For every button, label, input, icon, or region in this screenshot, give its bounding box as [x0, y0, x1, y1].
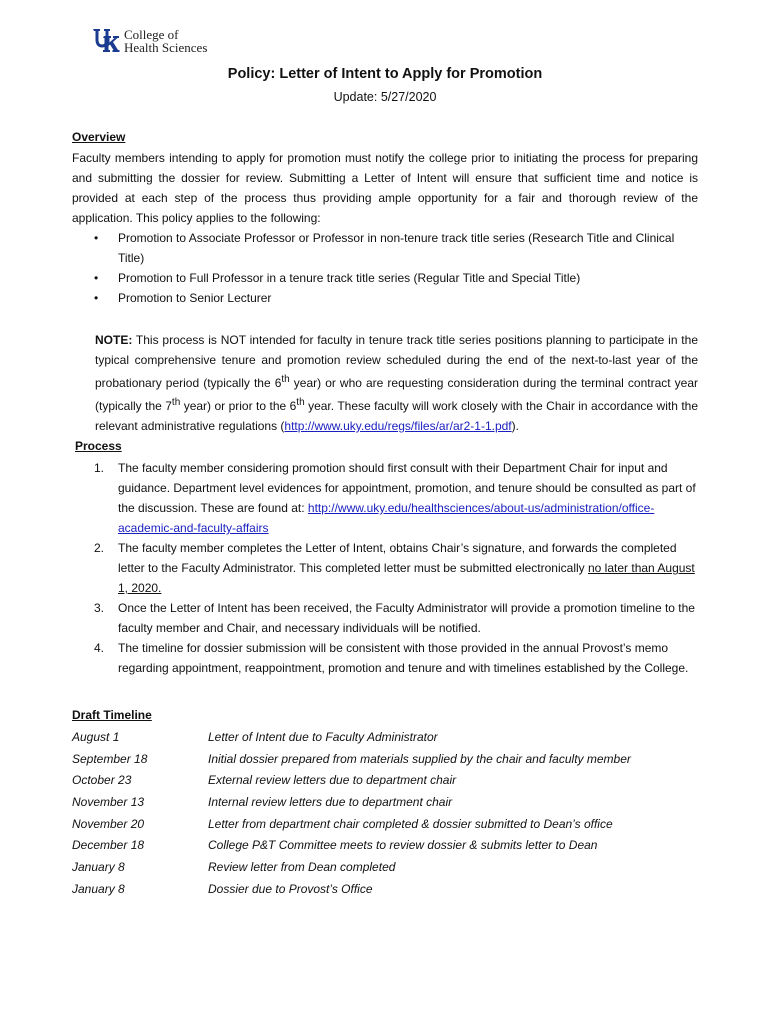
timeline-desc: Internal review letters due to department chair	[208, 795, 453, 810]
note-text: year) or prior to the 6	[180, 399, 297, 413]
note-text: year) or who are requesting consideration during the terminal contract year (typically the 7	[95, 376, 698, 413]
timeline-table	[72, 727, 698, 901]
note-text: This process is NOT intended for faculty in tenure track title series positions planning to participate in the typical comprehensive tenure and promotion review scheduled during the end of the next-to-last year of the probationary period (typically the 6	[95, 333, 698, 390]
logo-line-2: Health Sciences	[124, 40, 208, 55]
timeline-heading: Draft Timeline	[72, 708, 152, 722]
page-title: Policy: Letter of Intent to Apply for Promotion	[227, 66, 543, 82]
timeline-desc: External review letters due to department chair	[208, 773, 457, 788]
uk-logo	[92, 26, 207, 56]
timeline-date: January 8	[72, 881, 125, 896]
superscript: th	[296, 397, 305, 408]
deadline-emphasis: no later than August 1, 2020.	[118, 561, 695, 595]
faculty-affairs-link[interactable]: http://www.uky.edu/healthsciences/about-us/administration/office-academic-and-faculty-affairs	[118, 501, 655, 535]
timeline-date: September 18	[72, 751, 148, 766]
step-number: 3.	[94, 601, 105, 615]
bullet-text: Promotion to Associate Professor or Professor in non-tenure track title series (Research Title and Clinical Title)	[118, 231, 675, 265]
list-item	[72, 228, 698, 268]
step-number: 4.	[94, 641, 105, 655]
step-number: 2.	[94, 541, 105, 555]
uk-logo-icon	[92, 27, 120, 55]
policy-scope-list	[72, 228, 698, 308]
process-heading: Process	[75, 439, 122, 453]
note-text: ).	[511, 419, 519, 433]
note-text: year. These faculty will work closely with the Chair in accordance with the relevant administrative regulations (	[95, 399, 698, 433]
step-text: The faculty member considering promotion should first consult with their Department Chair for input and guidance. Department level evidences for appointment, promotion, and tenure should be consulted as part of the discussion. These are found at:	[118, 461, 696, 515]
table-row	[72, 770, 698, 792]
overview-paragraph: Faculty members intending to apply for promotion must notify the college prior to initiating the process for preparing and submitting the dossier for review. Submitting a Letter of Intent will ensure that sufficient time and notice is provided at each step of the process thus providing ample opportunity for a fair and thorough review of the application. This policy applies to the following:	[72, 151, 698, 225]
step-text: The faculty member completes the Letter of Intent, obtains Chair’s signature, and forwards the completed letter to the Faculty Administrator. This completed letter must be submitted electronically	[118, 541, 677, 575]
table-row	[72, 749, 698, 771]
process-step	[72, 598, 698, 638]
list-item	[72, 288, 698, 308]
list-item	[72, 268, 698, 288]
bullet-text: Promotion to Full Professor in a tenure track title series (Regular Title and Special Title)	[118, 271, 581, 285]
bullet-icon: •	[94, 271, 99, 285]
process-step	[72, 638, 698, 678]
note-paragraph	[95, 330, 698, 436]
timeline-date: October 23	[72, 773, 132, 788]
step-text: The timeline for dossier submission will be consistent with those provided in the annual Provost’s memo regarding appointment, reappointment, promotion and tenure and with timelines established by the College.	[118, 641, 689, 675]
timeline-date: November 13	[72, 795, 145, 810]
process-step	[72, 538, 698, 598]
table-row	[72, 835, 698, 857]
logo-line-1: College of	[124, 27, 179, 42]
timeline-desc: Letter from department chair completed & dossier submitted to Dean’s office	[208, 816, 613, 831]
timeline-date: December 18	[72, 838, 145, 853]
update-date: Update: 5/27/2020	[333, 90, 437, 104]
table-row	[72, 727, 698, 749]
timeline-date: November 20	[72, 816, 145, 831]
superscript: th	[281, 374, 290, 385]
bullet-text: Promotion to Senior Lecturer	[118, 291, 272, 305]
process-steps-list	[72, 458, 698, 678]
table-row	[72, 814, 698, 836]
timeline-desc: Initial dossier prepared from materials supplied by the chair and faculty member	[208, 751, 631, 766]
process-step	[72, 458, 698, 538]
regulations-link[interactable]: http://www.uky.edu/regs/files/ar/ar2-1-1.pdf	[284, 419, 512, 433]
overview-heading: Overview	[72, 130, 126, 144]
timeline-desc: Review letter from Dean completed	[208, 860, 396, 875]
table-row	[72, 792, 698, 814]
timeline-date: January 8	[72, 860, 125, 875]
timeline-desc: Letter of Intent due to Faculty Administrator	[208, 730, 438, 744]
superscript: th	[171, 397, 181, 408]
note-label: NOTE:	[95, 333, 133, 347]
table-row	[72, 879, 698, 901]
timeline-desc: Dossier due to Provost’s Office	[208, 881, 373, 896]
timeline-date: August 1	[72, 730, 120, 744]
step-text: Once the Letter of Intent has been received, the Faculty Administrator will provide a promotion timeline to the faculty member and Chair, and necessary individuals will be notified.	[118, 601, 695, 635]
step-number: 1.	[94, 461, 105, 475]
bullet-icon: •	[94, 231, 99, 245]
timeline-desc: College P&T Committee meets to review dossier & submits letter to Dean	[208, 838, 598, 853]
table-row	[72, 857, 698, 879]
bullet-icon: •	[94, 291, 99, 305]
